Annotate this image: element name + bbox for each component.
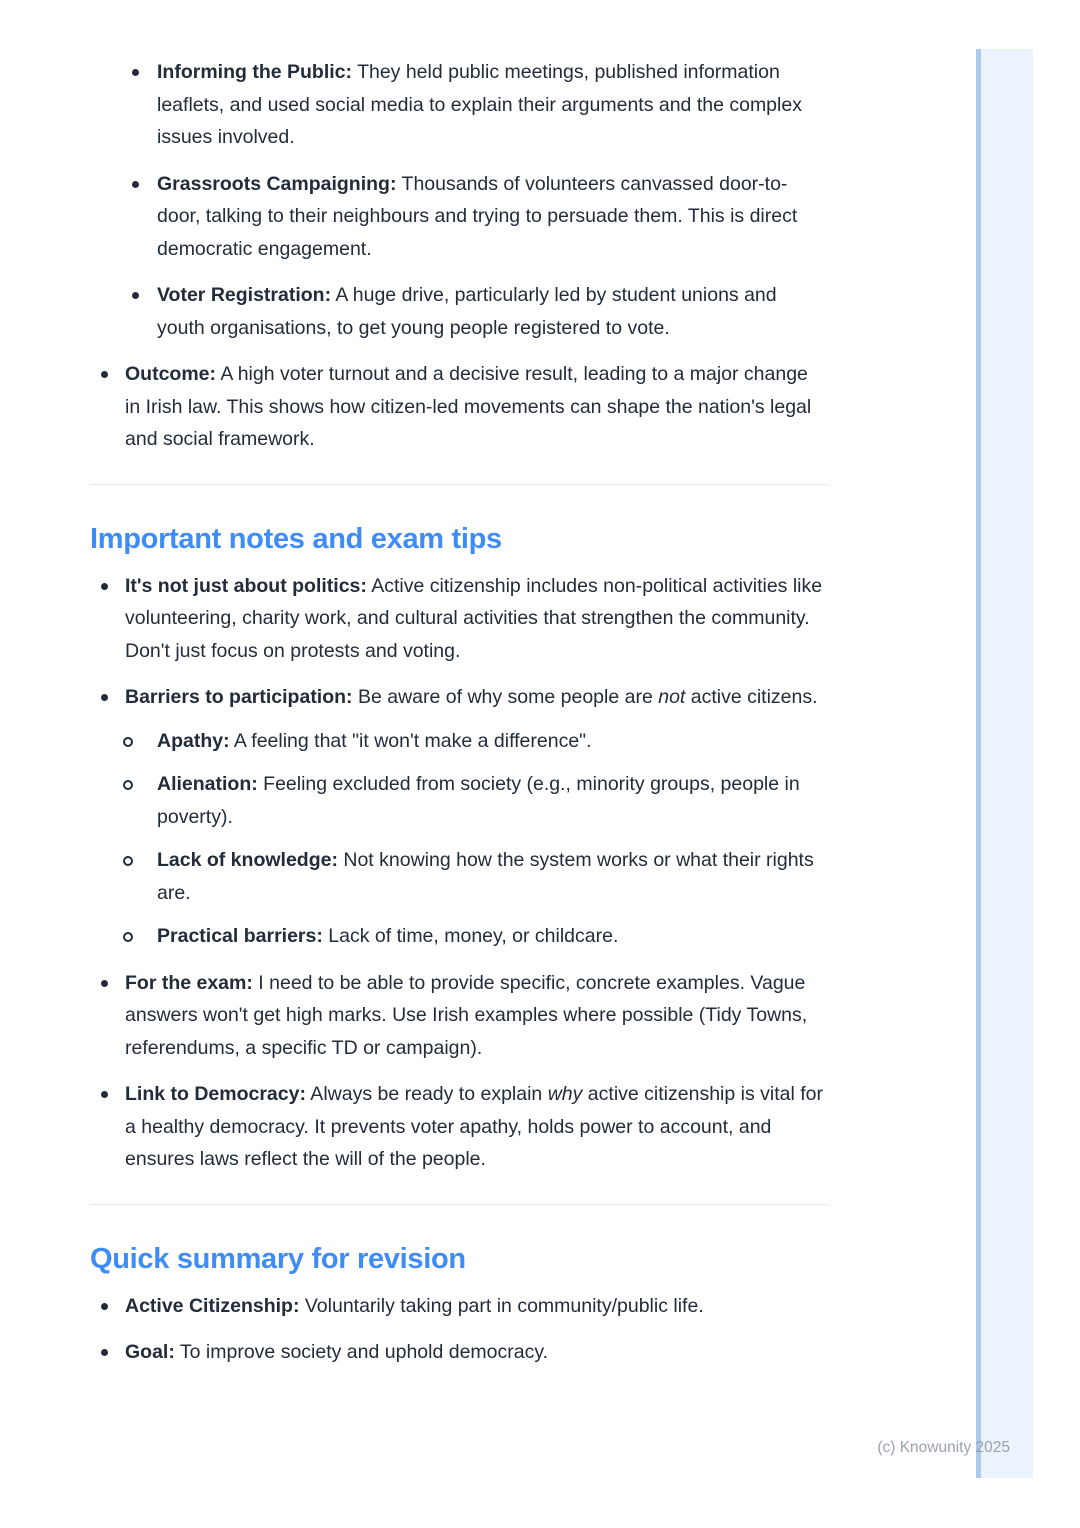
sub-list: [125, 725, 825, 953]
item-text: Voluntarily taking part in community/public life.: [299, 1294, 704, 1317]
item-label: Active Citizenship:: [125, 1294, 300, 1317]
list-item: [125, 920, 825, 953]
item-label: Barriers to participation:: [125, 686, 353, 708]
list-item: [90, 681, 825, 953]
item-text: active citizens.: [685, 686, 818, 708]
item-label: For the exam:: [125, 971, 253, 994]
copyright-footer: (c) Knowunity 2025: [877, 1439, 1010, 1456]
important-notes-list: [90, 570, 825, 1176]
list-item: [90, 1078, 825, 1176]
item-label: Informing the Public:: [157, 61, 352, 83]
item-text: A huge drive, particularly led by student unions and youth organisations, to get young people registered to vote.: [157, 284, 777, 339]
list-item: [90, 967, 825, 1065]
list-item: [90, 358, 825, 456]
list-item: [90, 1290, 825, 1323]
section-title-important-notes: Important notes and exam tips: [90, 522, 502, 555]
item-text: Lack of time, money, or childcare.: [322, 925, 619, 947]
item-label: Lack of knowledge:: [157, 849, 338, 871]
item-label: Alienation:: [157, 773, 258, 795]
item-label: Grassroots Campaigning:: [157, 172, 397, 195]
item-text: They held public meetings, published information leaflets, and used social media to explain their arguments and the complex issues involved.: [157, 61, 802, 148]
section-divider: [90, 1204, 828, 1205]
item-text-italic: why: [547, 1083, 583, 1105]
item-text: I need to be able to provide specific, concrete examples. Vague answers won't get high marks. Use Irish examples where possible (Tidy Towns, referendums, a specific TD or campaign).: [125, 971, 808, 1059]
item-text: A high voter turnout and a decisive result, leading to a major change in Irish law. This shows how citizen-led movements can shape the nation's legal and social framework.: [125, 363, 812, 450]
item-text: Always be ready to explain: [305, 1083, 548, 1105]
document-content: [90, 42, 825, 1383]
item-text: Active citizenship includes non-political activities like volunteering, charity work, and cultural activities that strengthen the community. Don't just focus on protests and voting.: [125, 574, 823, 662]
section-divider: [90, 484, 828, 485]
list-item: [90, 570, 825, 668]
item-text: active citizenship is vital for a healthy democracy. It prevents voter apathy, holds power to account, and ensures laws reflect the will of the people.: [125, 1083, 823, 1170]
list-item: [125, 844, 825, 909]
list-item: [90, 168, 825, 266]
list-item: [90, 1336, 825, 1369]
quick-summary-list: [90, 1290, 825, 1369]
item-text: To improve society and uphold democracy.: [174, 1341, 549, 1363]
item-text: Not knowing how the system works or what their rights are.: [157, 849, 814, 904]
item-label: Voter Registration:: [157, 284, 332, 306]
list-item: [90, 56, 825, 154]
section-title-quick-summary: Quick summary for revision: [90, 1242, 466, 1275]
page-edge-panel: [976, 49, 1033, 1478]
item-label: It's not just about politics:: [125, 574, 367, 597]
list-item: [125, 725, 825, 758]
item-label: Goal:: [125, 1341, 175, 1363]
item-text: Feeling excluded from society (e.g., minority groups, people in poverty).: [157, 773, 800, 828]
item-text: Be aware of why some people are: [352, 686, 659, 708]
item-label: Outcome:: [125, 363, 217, 385]
item-text: Thousands of volunteers canvassed door-to-door, talking to their neighbours and trying to persuade them. This is direct democratic engagement.: [157, 172, 798, 260]
item-label: Link to Democracy:: [125, 1083, 306, 1105]
list-item: [90, 279, 825, 344]
item-text: A feeling that "it won't make a difference".: [229, 729, 592, 752]
item-label: Apathy:: [157, 729, 230, 752]
list-item: [125, 768, 825, 833]
item-text-italic: not: [658, 686, 686, 708]
continued-top-list: [90, 358, 825, 456]
continued-sub-list: [90, 56, 825, 344]
item-label: Practical barriers:: [157, 925, 323, 947]
